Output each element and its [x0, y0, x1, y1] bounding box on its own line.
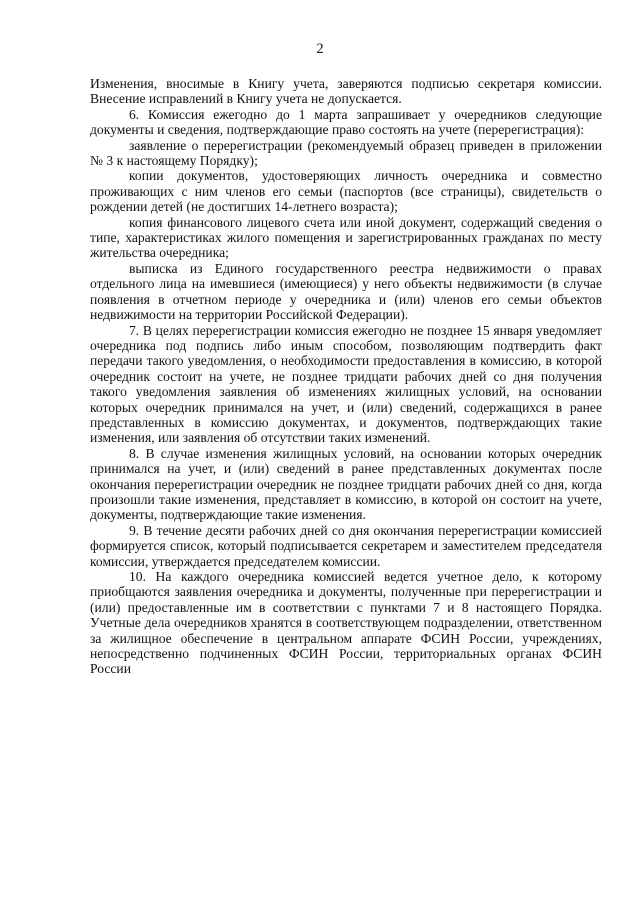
list-item-account-copy: копия финансового лицевого счета или иной документ, содержащий сведения о типе, характеристиках жилого помещения и зарегистрированных гражданах по месту жительства очередника; [90, 214, 602, 261]
document-body [90, 76, 602, 677]
list-item-application: заявление о перерегистрации (рекомендуемый образец приведен в приложении № 3 к настоящему Порядку); [90, 137, 602, 169]
paragraph-7-notification: 7. В целях перерегистрации комиссия ежегодно не позднее 15 января уведомляет очередника под подпись либо иным способом, позволяющим подтвердить факт передачи такого уведомления, о необходимости предоставления в комиссию, в которой очередник состоит на учете, не позднее тридцати рабочих дней со дня получения такого уведомления заявления об изменениях жилищных условий, на основании которых очередник принимался на учет, и (или) сведений, содержащихся в ранее представленных в комиссию документах, и документов, подтверждающих такие изменения, или заявления об отсутствии таких изменений. [90, 322, 602, 446]
paragraph-6-reregistration: 6. Комиссия ежегодно до 1 марта запрашивает у очередников следующие документы и сведения, подтверждающие право состоять на учете (перерегистрация): [90, 106, 602, 138]
list-item-identity-copies: копии документов, удостоверяющих личность очередника и совместно проживающих с ним членов его семьи (паспортов (все страницы), свидетельств о рождении детей (не достигших 14-летнего возраста); [90, 168, 602, 215]
paragraph-8-changes: 8. В случае изменения жилищных условий, на основании которых очередник принимался на учет, и (или) сведений в ранее представленных документах после окончания перерегистрации очередник не позднее тридцати рабочих дней со дня, когда произошли такие изменения, представляет в комиссию, в которой он состоит на учете, документы, подтверждающие такие изменения. [90, 445, 602, 523]
page-number: 2 [316, 41, 324, 57]
paragraph-10-case-file: 10. На каждого очередника комиссией ведется учетное дело, к которому приобщаются заявления очередника и документы, полученные при перерегистрации и (или) предоставленные им в соответствии с пунктами 7 и 8 настоящего Порядка. Учетные дела очередников хранятся в соответствующем подразделении, ответственном за жилищное обеспечение в центральном аппарате ФСИН России, учреждениях, непосредственно подчиненных ФСИН России, территориальных органах ФСИН России [90, 569, 602, 677]
paragraph-9-list: 9. В течение десяти рабочих дней со дня окончания перерегистрации комиссией формируется список, который подписывается секретарем и заместителем председателя комиссии, утверждается председателем комиссии. [90, 522, 602, 569]
list-item-registry-extract: выписка из Единого государственного реестра недвижимости о правах отдельного лица на имевшиеся (имеющиеся) у него объекты недвижимости (в случае появления в отчетном периоде у очередника и (или) членов его семьи объектов недвижимости на территории Российской Федерации). [90, 260, 602, 323]
paragraph-book-changes: Изменения, вносимые в Книгу учета, заверяются подписью секретаря комиссии. Внесение исправлений в Книгу учета не допускается. [90, 76, 602, 107]
